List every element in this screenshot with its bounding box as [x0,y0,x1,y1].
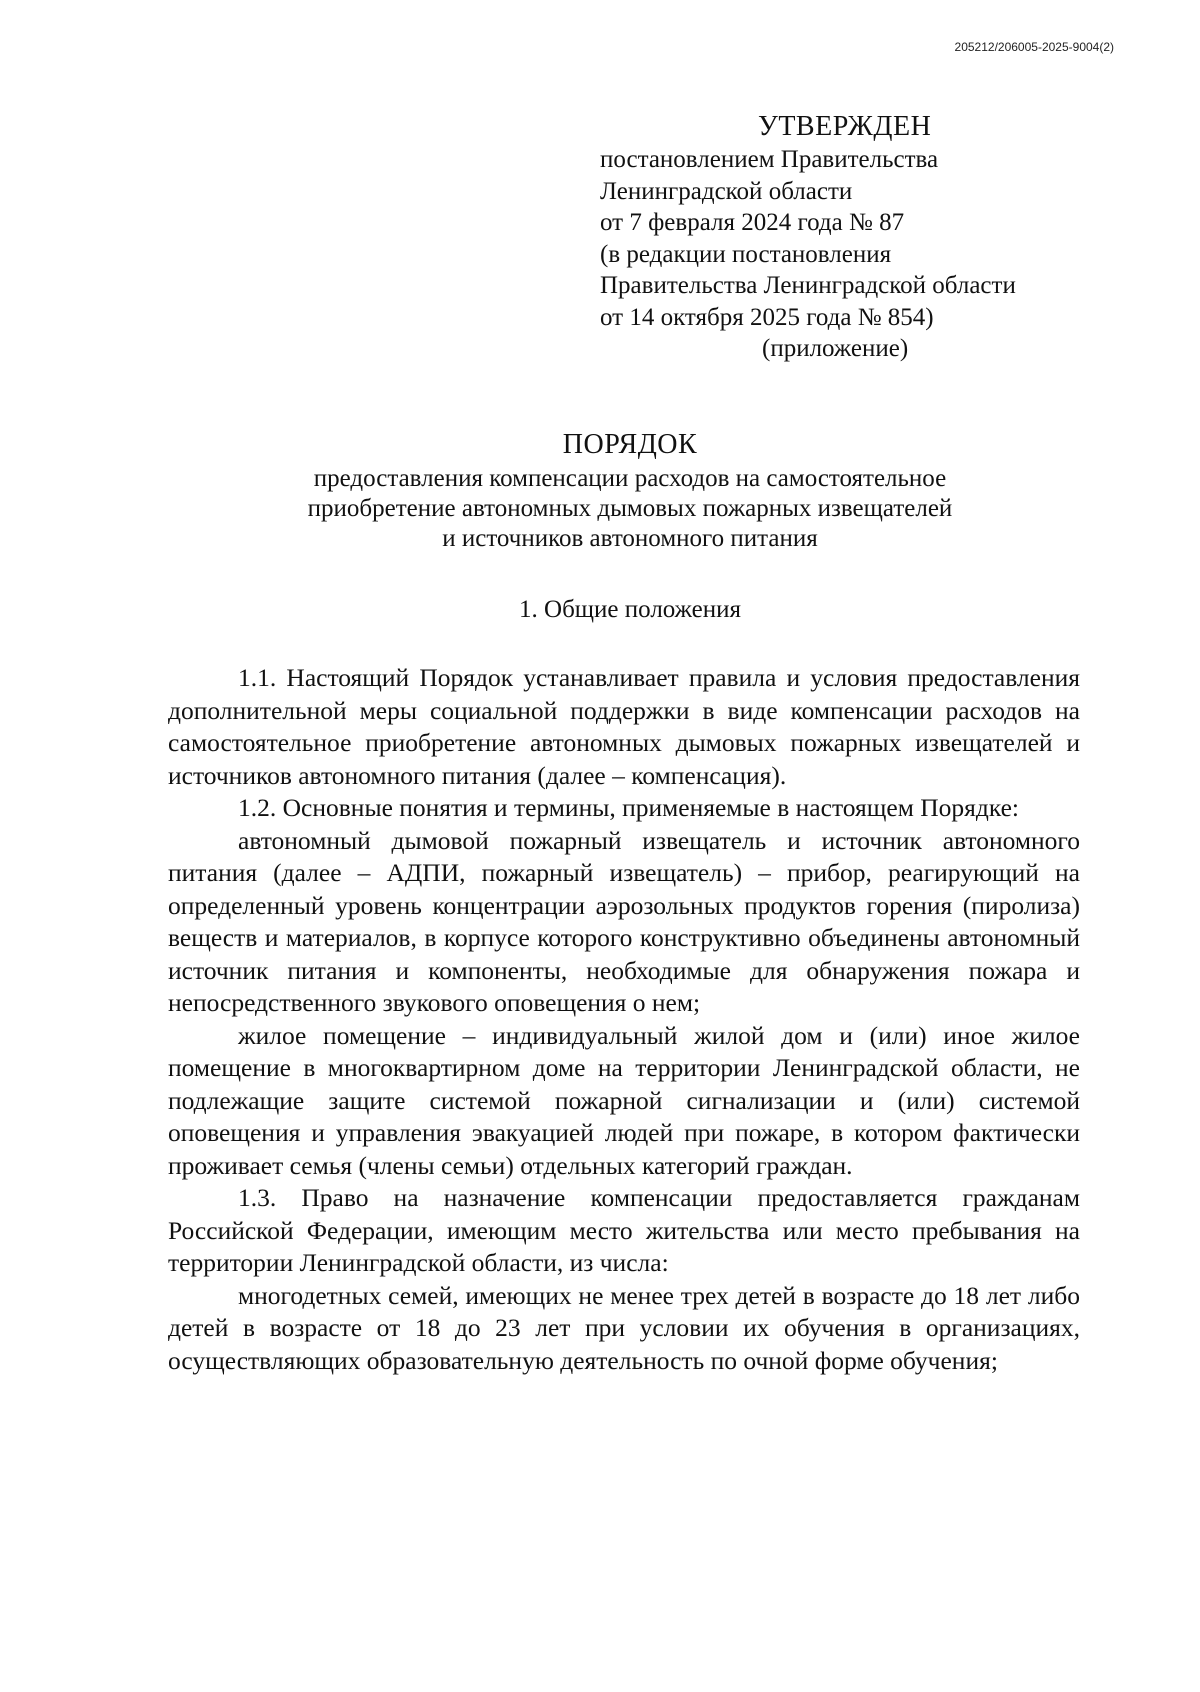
approval-line: Правительства Ленинградской области [600,272,1016,299]
approval-heading: УТВЕРЖДЕН [758,111,932,142]
approval-annex-note: (приложение) [762,335,909,362]
document-subtitle-line: предоставления компенсации расходов на самостоятельное [313,465,947,492]
document-title-block [170,430,1090,554]
document-registration-number: 205212/206005-2025-9004(2) [954,40,1114,54]
approval-block [600,110,1120,365]
section-heading: 1. Общие положения [519,596,741,623]
approval-line: Ленинградской области [600,177,853,205]
approval-line: от 7 февраля 2024 года № 87 [600,209,905,236]
eligible-category-large-families: многодетных семей, имеющих не менее трех детей в возрасте до 18 лет либо детей в возрасте от 18 до 23 лет при условии их обучения в организациях, осуществляющих образовательную деятельность по очной форме обучения; [168,1280,1080,1375]
approval-line: от 14 октября 2025 года № 854) [600,303,934,331]
document-body [168,662,1080,1377]
definition-fire-detector: автономный дымовой пожарный извещатель и источник автономного питания (далее – АДПИ, пожарный извещатель) – прибор, реагирующий на определенный уровень концентрации аэрозольных продуктов горения (пиролиза) веществ и материалов, в корпусе которого конструктивно объединены автономный источник питания и компоненты, необходимые для обнаружения пожара и непосредственного звукового оповещения о нем; [168,825,1080,1017]
approval-line: постановлением Правительства [600,146,939,173]
paragraph-1-3: 1.3. Право на назначение компенсации предоставляется гражданам Российской Федерации, имеющим место жительства или место пребывания на территории Ленинградской области, из числа: [168,1183,1080,1277]
paragraph-1-2: 1.2. Основные понятия и термины, применяемые в настоящем Порядке: [238,793,1019,822]
paragraph-1-1: 1.1. Настоящий Порядок устанавливает правила и условия предоставления дополнительной меры социальной поддержки в виде компенсации расходов на самостоятельное приобретение автономных дымовых пожарных извещателей и источников автономного питания (далее – компенсация). [168,663,1080,790]
approval-line: (в редакции постановления [600,240,892,268]
definition-living-space: жилое помещение – индивидуальный жилой дом и (или) иное жилое помещение в многоквартирном доме на территории Ленинградской области, не подлежащие защите системой пожарной сигнализации и (или) системой оповещения и управления эвакуацией людей при пожаре, в котором фактически проживает семья (члены семьи) отдельных категорий граждан. [168,1020,1080,1180]
document-subtitle-line: приобретение автономных дымовых пожарных извещателей [307,495,953,522]
document-subtitle-line: и источников автономного питания [442,525,818,552]
document-title: ПОРЯДОК [562,429,698,460]
